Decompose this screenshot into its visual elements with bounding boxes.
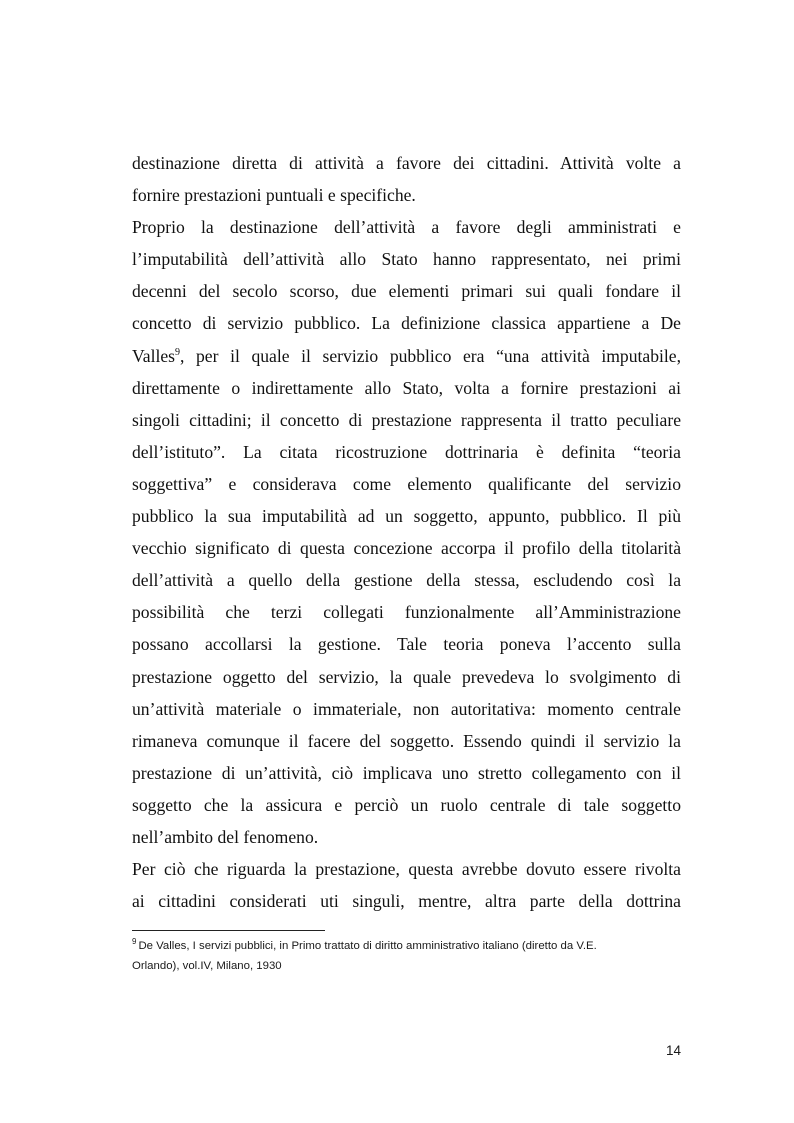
text-line: l’imputabilità dell’attività allo Stato hanno rappresentato, nei primi	[132, 249, 681, 270]
text-line: Proprio la destinazione dell’attività a favore degli amministrati e	[132, 217, 681, 238]
text-line: fornire prestazioni puntuali e specifiche.	[132, 185, 416, 206]
text-line: soggetto che la assicura e perciò un ruolo centrale di tale soggetto	[132, 794, 681, 815]
text-line: pubblico la sua imputabilità ad un soggetto, appunto, pubblico. Il più	[132, 506, 681, 527]
text-line: un’attività materiale o immateriale, non autoritativa: momento centrale	[132, 698, 681, 719]
text-line: ai cittadini considerati uti singuli, mentre, altra parte della dottrina	[132, 891, 681, 912]
footnote-line	[132, 936, 681, 956]
text-line: soggettiva” e considerava come elemento qualificante del servizio	[132, 473, 681, 494]
text-line: prestazione di un’attività, ciò implicava uno stretto collegamento con il	[132, 762, 681, 783]
text-line: rimaneva comunque il facere del soggetto. Essendo quindi il servizio la	[132, 730, 681, 751]
page-number: 14	[665, 1043, 681, 1058]
text-line-with-footnote	[132, 340, 681, 372]
footnote-line: Orlando), vol.IV, Milano, 1930	[132, 960, 282, 972]
footnote-number: 9	[132, 937, 137, 946]
text-line: possano accollarsi la gestione. Tale teoria poneva l’accento sulla	[132, 634, 681, 655]
text-line: dell’attività a quello della gestione della stessa, escludendo così la	[132, 570, 681, 591]
footnote-separator	[132, 930, 325, 931]
text-line: direttamente o indirettamente allo Stato, volta a fornire prestazioni ai	[132, 377, 681, 398]
body-text	[132, 147, 681, 917]
text-line: nell’ambito del fenomeno.	[132, 826, 319, 847]
text-line: dell’istituto”. La citata ricostruzione dottrinaria è definita “teoria	[132, 441, 681, 462]
text-line: singoli cittadini; il concetto di prestazione rappresenta il tratto peculiare	[132, 409, 681, 430]
footnote-reference: 9	[175, 346, 180, 358]
text-fragment: Valles	[132, 345, 175, 366]
text-line: destinazione diretta di attività a favore dei cittadini. Attività volte a	[132, 153, 681, 173]
text-line: concetto di servizio pubblico. La definizione classica appartiene a De	[132, 313, 681, 334]
footnote	[132, 936, 681, 976]
text-line: prestazione oggetto del servizio, la quale prevedeva lo svolgimento di	[132, 666, 681, 687]
text-line: decenni del secolo scorso, due elementi primari sui quali fondare il	[132, 281, 681, 302]
text-line: possibilità che terzi collegati funzionalmente all’Amministrazione	[132, 602, 681, 623]
text-line: vecchio significato di questa concezione accorpa il profilo della titolarità	[132, 538, 681, 559]
text-fragment: , per il quale il servizio pubblico era “una attività imputabile,	[180, 345, 681, 366]
footnote-text: De Valles, I servizi pubblici, in Primo trattato di diritto amministrativo italiano (diretto da V.E.	[138, 940, 597, 952]
text-line: Per ciò che riguarda la prestazione, questa avrebbe dovuto essere rivolta	[132, 859, 681, 880]
